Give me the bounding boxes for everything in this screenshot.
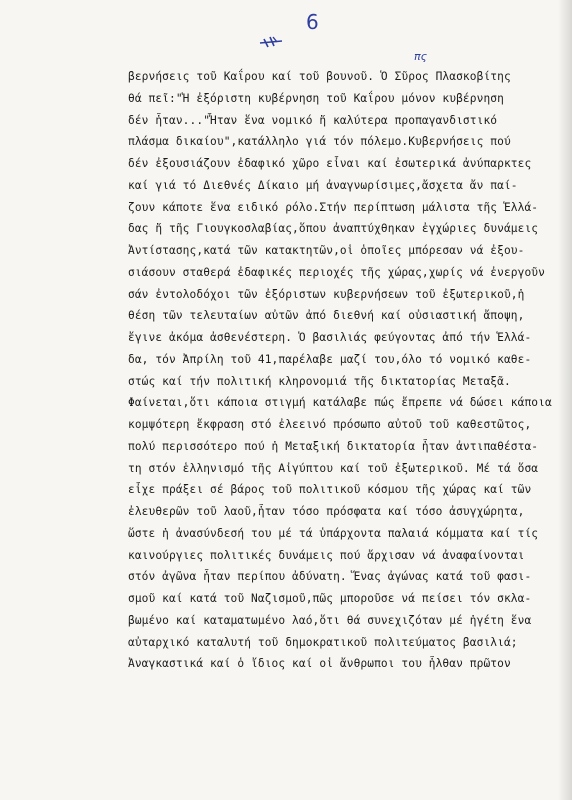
text-line: ἔγινε ἀκόμα ἀσθενέστερη. Ὁ βασιλιάς φεύγοντας ἀπό τήν Ἑλλά-: [128, 331, 532, 344]
text-line: στόν ἀγῶνα ἦταν περίπου ἀδύνατη. Ἕνας ἀγώνας κατά τοῦ φασι-: [128, 570, 532, 584]
text-line: αὐταρχικό καταλυτή τοῦ δημοκρατικοῦ πολιτεύματος βασιλιά;: [128, 635, 518, 649]
text-line: βερνήσεις τοῦ Καΐρου καί τοῦ βουνοῦ. Ὁ Σῦρος Πλασκοβίτης: [128, 70, 511, 83]
text-line: πολύ περισσότερο πού ἡ Μεταξική δικτατορία ἦταν ἀντιπαθέστα-: [128, 439, 539, 453]
text-line: καί γιά τό Διεθνές Δίκαιο μή ἀναγνωρίσιμες,ἄσχετα ἄν παί-: [128, 178, 518, 192]
page-number: 6: [306, 10, 319, 34]
text-line: βωμένο καί καταματωμένο λαό,ὅτι θά συνεχιζόταν μέ ἡγέτη ἕνα: [128, 613, 532, 627]
text-line: στώς καί τήν πολιτική κληρονομιά τῆς δικτατορίας Μεταξᾶ.: [128, 374, 511, 388]
text-line: ζουν κάποτε ἕνα ειδικό ρόλο.Στήν περίπτωση μάλιστα τῆς Ἑλλά-: [128, 200, 539, 214]
text-line: δα, τόν Ἀπρίλη τοῦ 41,παρέλαβε μαζί του,όλο τό νομικό καθε-: [128, 352, 532, 366]
text-line: δέν ἐξουσιάζουν ἐδαφικό χῶρο εἶναι καί ἐσωτερικά ἀνύπαρκτες: [128, 157, 532, 170]
text-line: τη στόν ἑλληνισμό τῆς Αἰγύπτου καί τοῦ ἐξωτερικοῦ. Μέ τά ὅσα: [128, 461, 539, 475]
text-line: θά πεῖ:"Ἡ ἐξόριστη κυβέρνηση τοῦ Καΐρου μόνον κυβέρνηση: [128, 91, 504, 105]
text-line: Ἀναγκαστικά καί ὁ ἴδιος καί οἱ ἄνθρωποι του ἦλθαν πρῶτον: [128, 657, 511, 671]
text-line: σιάσουν σταθερά ἐδαφικές περιοχές τῆς χώρας,χωρίς νά ἐνεργοῦν: [128, 265, 545, 279]
text-line: Φαίνεται,ὅτι κάποια στιγμή κατάλαβε πώς ἔπρεπε νά δώσει κάποια: [128, 396, 552, 410]
text-line: θέση τῶν τελευταίων αὐτῶν ἀπό διεθνή καί οὐσιαστική ἄποψη,: [128, 309, 525, 323]
text-line: ἐλευθερῶν τοῦ λαοῦ,ἦταν τόσο πρόσφατα καί τόσο ἀσυγχώρητα,: [128, 505, 525, 518]
page-edge-shadow: [558, 0, 572, 800]
text-line: εἶχε πράξει σέ βάρος τοῦ πολιτικοῦ κόσμου τῆς χώρας καί τῶν: [128, 483, 532, 497]
text-line: ὥστε ἡ ἀνασύνδεσή του μέ τά ὑπάρχοντα παλαιά κόμματα καί τίς: [128, 526, 539, 540]
text-line: Ἀντίστασης,κατά τῶν κατακτητῶν,οἱ ὁποῖες μπόρεσαν νά ἐξου-: [128, 244, 525, 257]
handwritten-margin-mark-icon: [258, 34, 284, 50]
text-line: πλάσμα δικαίου",κατάλληλο γιά τόν πόλεμο.Κυβερνήσεις πού: [128, 135, 511, 149]
text-line: δας ἤ τῆς Γιουγκοσλαβίας,ὅπου ἀναπτύχθηκαν ἐγχώριες δυνάμεις: [128, 222, 539, 236]
handwritten-insertion: πς: [414, 50, 428, 63]
text-line: καινούργιες πολιτικές δυνάμεις πού ἄρχισαν νά ἀναφαίνονται: [128, 548, 525, 562]
typed-text-body: [128, 66, 552, 675]
text-line: σμοῦ καί κατά τοῦ Ναζισμοῦ,πῶς μποροῦσε νά πείσει τόν σκλα-: [128, 592, 532, 605]
text-line: σάν ἐντολοδόχοι τῶν ἐξόριστων κυβερνήσεων τοῦ ἐξωτερικοῦ,ἡ: [128, 287, 525, 301]
text-line: κομψότερη ἔκφραση στό ἐλεεινό πρόσωπο αὐτοῦ τοῦ καθεστῶτος,: [128, 418, 532, 431]
text-line: δέν ἦταν..."Ἦταν ἕνα νομικό ἤ καλύτερα προπαγανδιστικό: [128, 113, 498, 127]
